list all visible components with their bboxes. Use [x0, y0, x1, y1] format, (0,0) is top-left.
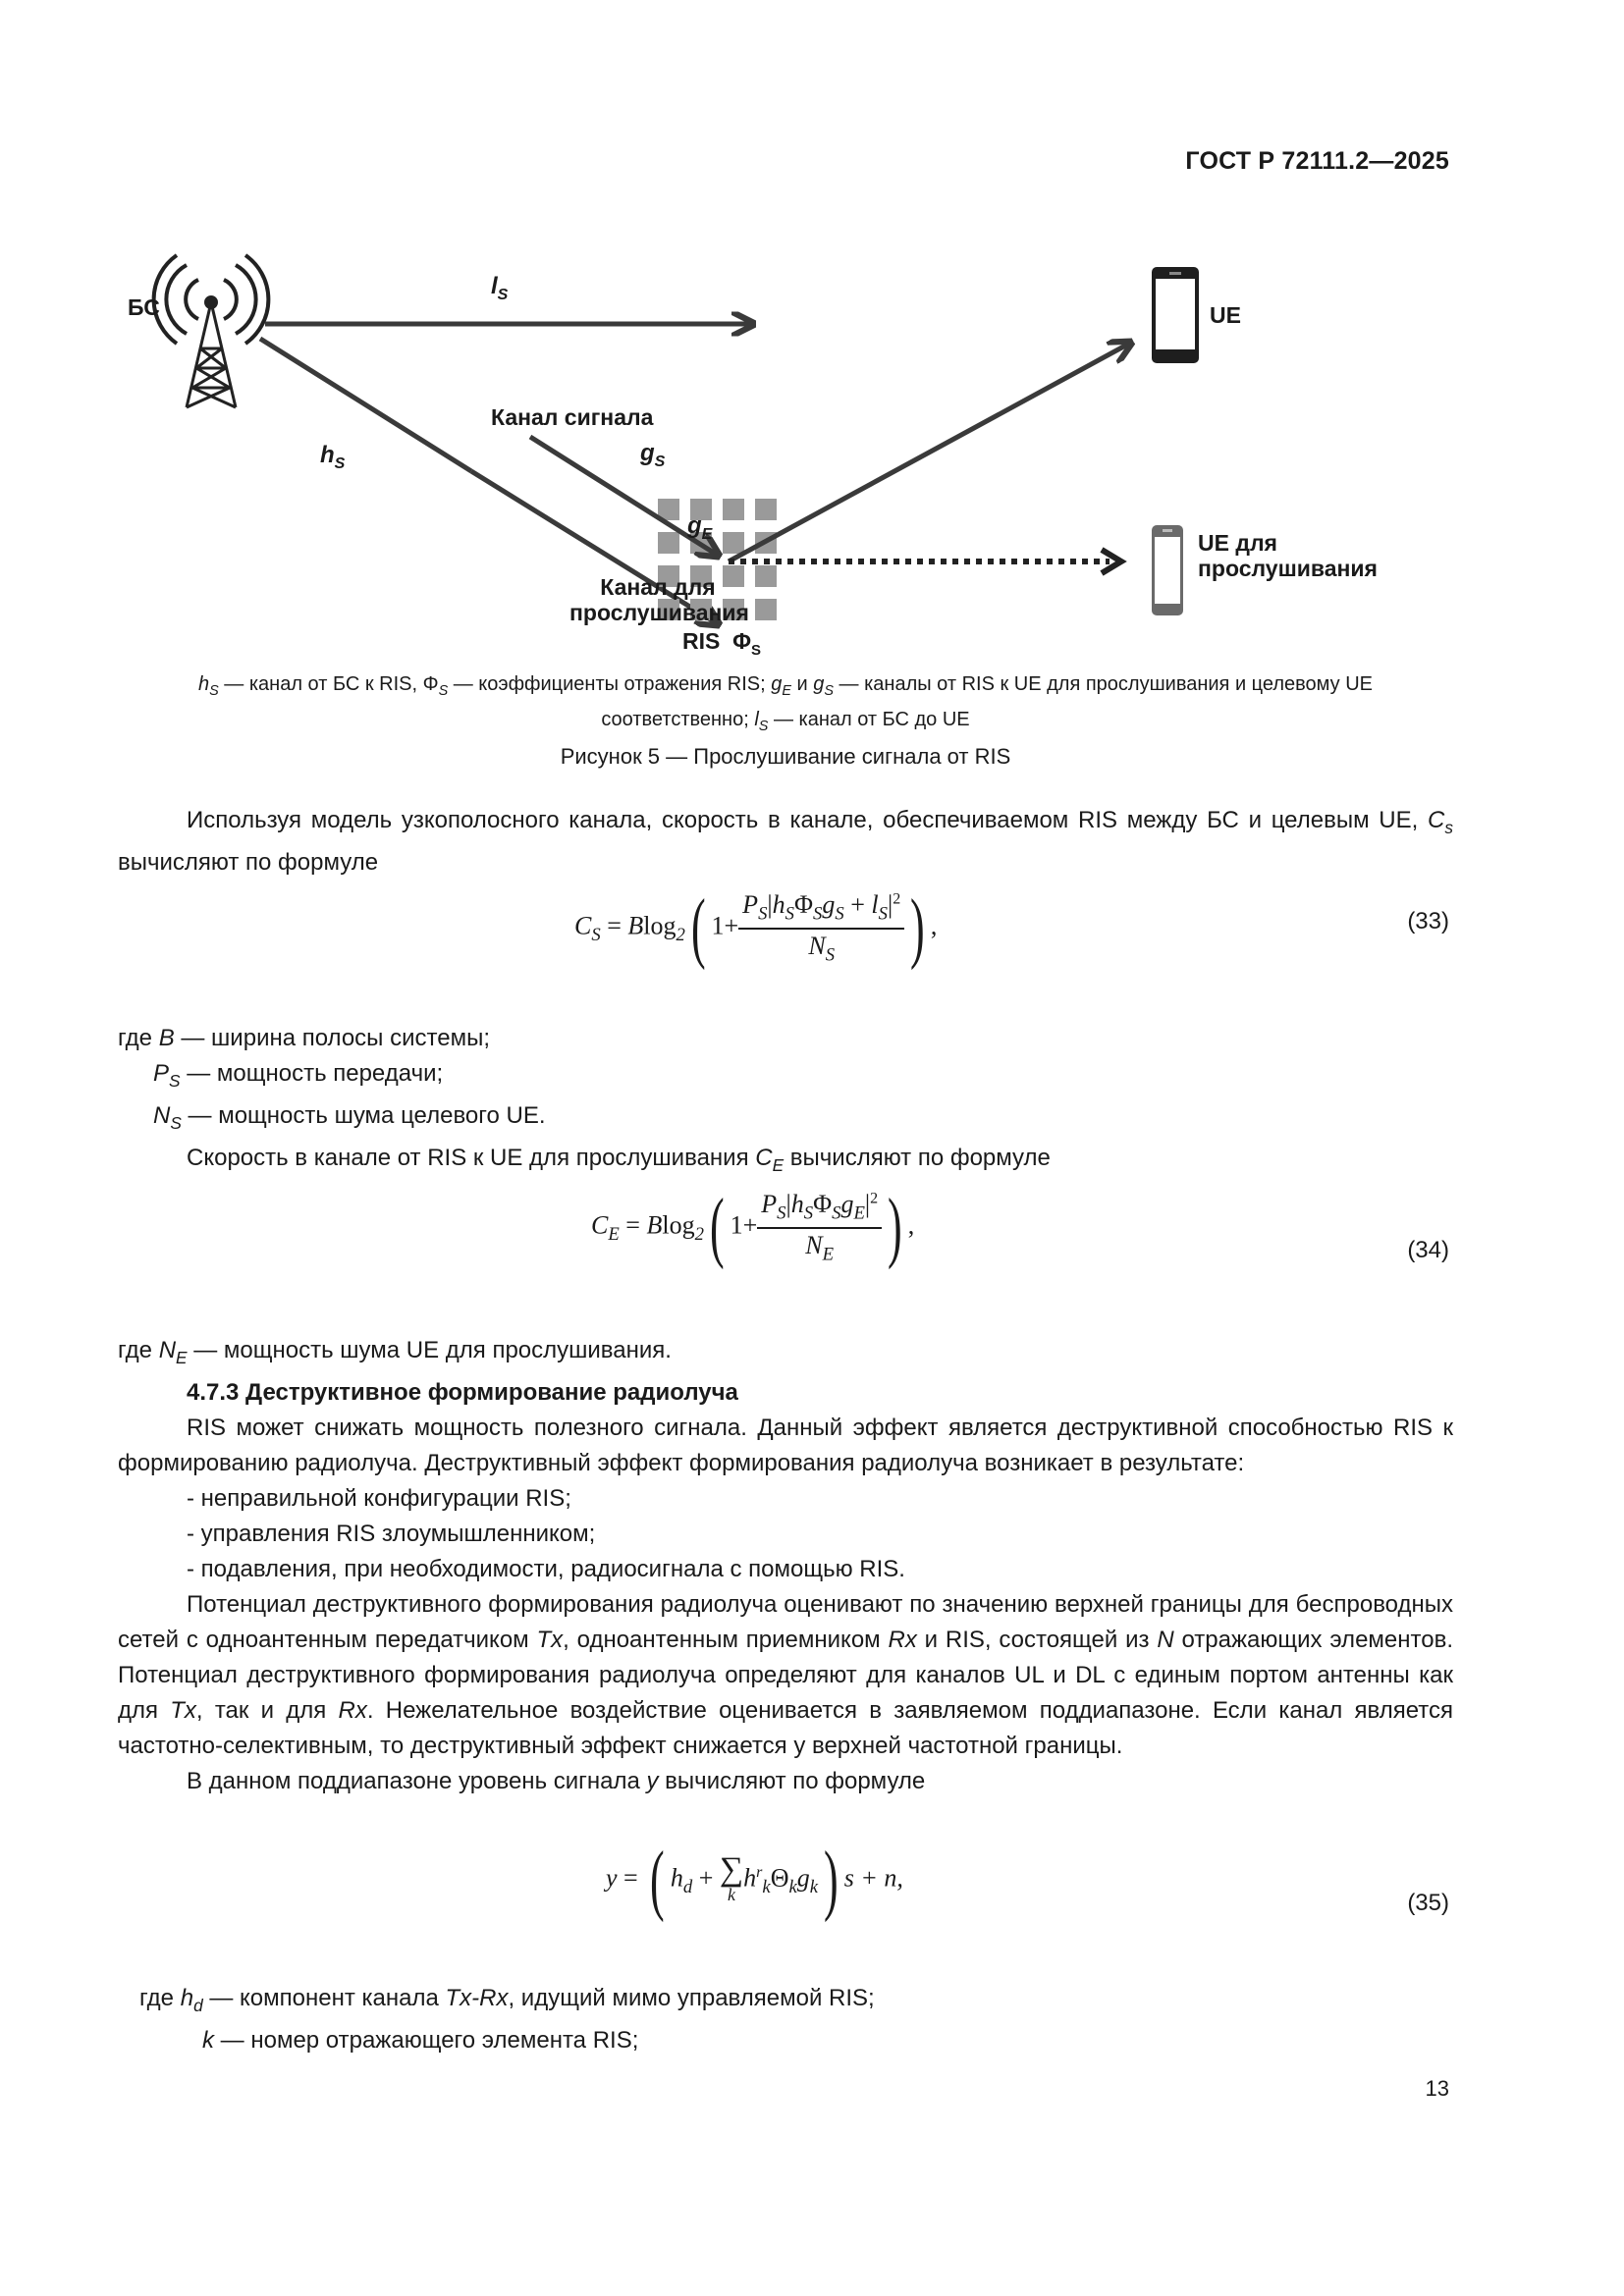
label-gs: $g_S$: [640, 440, 666, 470]
section-heading: 4.7.3 Деструктивное формирование радиолуча: [187, 1379, 738, 1407]
equation-33: $C_S = Blog_2$( 1+ $\frac{P_S|h_S\Phi_Sg_S + l_S|^2}{N_S}$ ) ,: [574, 884, 938, 971]
standard-header: ГОСТ Р 72111.2—2025: [1185, 147, 1449, 175]
def-Ns: $N_S$ — мощность шума целевого UE.: [153, 1102, 546, 1134]
equation-number-34: (34): [1407, 1237, 1449, 1263]
def-k: k — номер отражающего элемента RIS;: [202, 2027, 639, 2055]
paragraph-destructive: RIS может снижать мощность полезного сигнала. Данный эффект является деструктивной способностью RIS к формированию радиолуча. Деструктивный эффект формирования радиолуча возникает в результате:: [118, 1415, 1453, 1477]
label-ls: $l_S$: [491, 273, 509, 303]
smartphone-icon: [1152, 267, 1199, 363]
label-ue: UE: [1210, 302, 1241, 328]
def-Ne: где $N_E$ — мощность шума UE для прослушивания.: [118, 1337, 672, 1368]
base-station-tower-icon: [154, 255, 269, 407]
channel-ge-arrowhead: [1102, 550, 1121, 573]
def-hd: где $h_d$ — компонент канала Tx-Rx, идущий мимо управляемой RIS;: [139, 1985, 875, 2016]
paragraph-y-intro: В данном поддиапазоне уровень сигнала y вычисляют по формуле: [187, 1768, 926, 1795]
equation-number-35: (35): [1407, 1890, 1449, 1916]
paragraph-intro: Используя модель узкополосного канала, скорость в канале, обеспечиваемом RIS между БС и целевым UE, $C_s$ вычисляют по формуле: [118, 807, 1453, 877]
channel-hs-line: [260, 339, 471, 471]
definitions-35: [118, 1981, 1453, 2058]
label-signal-channel: Канал сигнала: [491, 404, 654, 430]
label-ue-eavesdropper: UE для прослушивания: [1198, 530, 1378, 582]
list-item: - подавления, при необходимости, радиосигнала с помощью RIS.: [187, 1556, 905, 1583]
label-ris: RIS $\Phi_S$: [682, 628, 762, 659]
equation-35: y = ( $h_d$ + ∑ k $h^r_k\Theta_kg_k$) s + n,: [606, 1837, 903, 1923]
section-4-7-3: [118, 1333, 1453, 1799]
def-B: где B — ширина полосы системы;: [118, 1025, 490, 1051]
figure-legend: [118, 670, 1453, 741]
equation-number-33: (33): [1407, 908, 1449, 934]
figure-title: Рисунок 5 — Прослушивание сигнала от RIS: [560, 744, 1011, 769]
paragraph-ce-intro: Скорость в канале от RIS к UE для прослушивания $C_E$ вычисляют по формуле: [187, 1145, 1051, 1176]
page-number: 13: [1425, 2076, 1449, 2101]
label-hs: $h_S$: [320, 442, 346, 472]
def-Ps: $P_S$ — мощность передачи;: [153, 1060, 444, 1092]
label-eavesdrop-channel: Канал для прослушивания: [569, 574, 749, 626]
list-item: - управления RIS злоумышленником;: [187, 1521, 596, 1548]
paragraph-potential: Потенциал деструктивного формирования радиолуча оценивают по значению верхней границы для беспроводных сетей с одноантенным передатчиком Tx, одноантенным приемником Rx и RIS, состоящей из N отражающих элементов. Потенциал деструктивного формирования радиолуча определяют для каналов UL и DL с единым портом антенны как для Tx, так и для Rx. Нежелательное воздействие оценивается в заявляемом поддиапазоне. Если канал является частотно-селективным, то деструктивный эффект снижается у верхней частотной границы.: [118, 1591, 1454, 1760]
definitions-33: [118, 1021, 1453, 1183]
equation-34: $C_E = Blog_2$( 1+ $\frac{P_S|h_S\Phi_Sg_E|^2}{N_E}$ ) ,: [591, 1184, 915, 1270]
list-item: - неправильной конфигурации RIS;: [187, 1485, 571, 1513]
figure-5-diagram: [128, 245, 1424, 667]
smartphone-gray-icon: [1152, 525, 1183, 615]
legend-line-1: $h_S$ — канал от БС к RIS, $\Phi_S$ — коэффициенты отражения RIS; $g_E$ и $g_S$ — каналы от RIS к UE для прослушивания и целевому UE: [197, 673, 1373, 700]
legend-line-2: соответственно; $l_S$ — канал от БС до UE: [601, 709, 970, 735]
label-bs: БС: [128, 294, 160, 320]
label-ge: $g_E$: [687, 512, 713, 543]
channel-gs-arrow: [729, 344, 1129, 561]
